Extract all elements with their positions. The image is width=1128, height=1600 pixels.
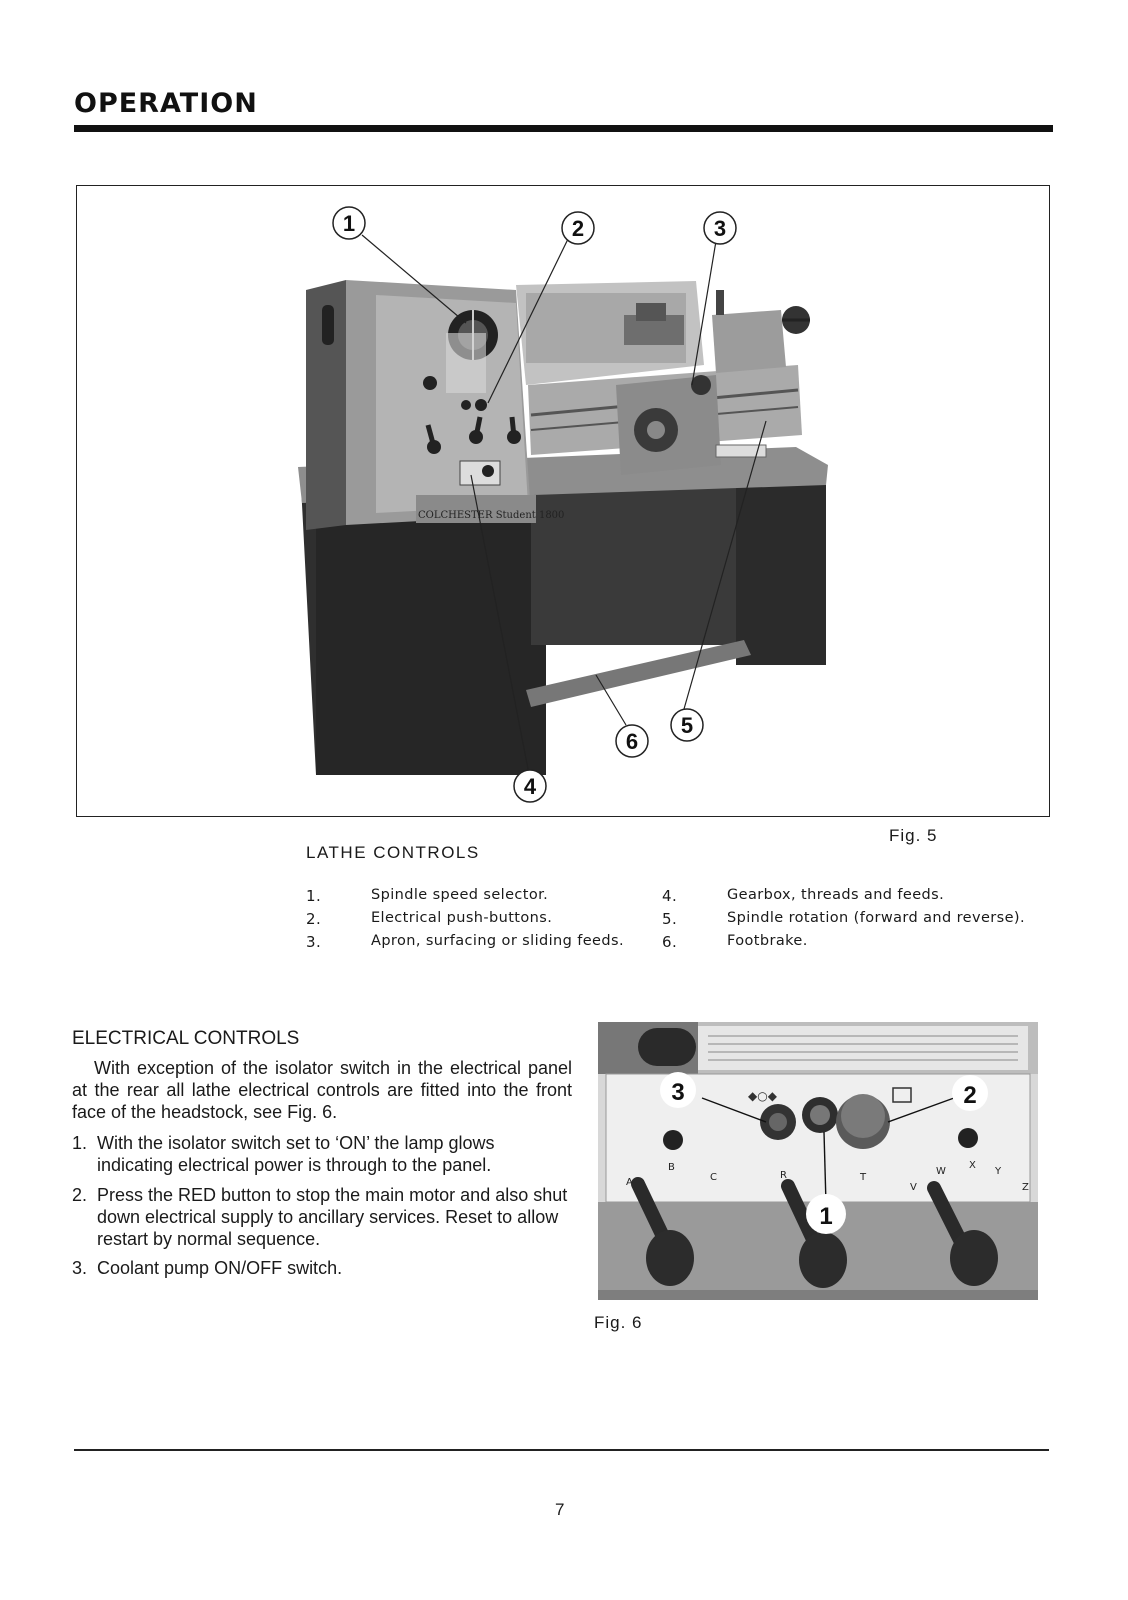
lathe-headstock [306, 280, 536, 530]
lathe-item-6-text: Footbrake. [727, 933, 808, 949]
isolator-lamp [802, 1097, 838, 1133]
fig5-callout-4 [514, 770, 546, 802]
fig5-callout-1 [333, 207, 365, 239]
lathe-item-5-number: 5. [662, 910, 678, 928]
fig6-callout-2-text: 2 [963, 1082, 977, 1109]
electrical-item-1-number: 1. [72, 1133, 88, 1153]
electrical-item-2-text: Press the RED button to stop the main motor and also shut down electrical supply to ancillary services. Reset to allow restart by normal sequence. [97, 1185, 568, 1249]
electrical-item-3-text: Coolant pump ON/OFF switch. [97, 1258, 343, 1278]
footer-rule [74, 1449, 1049, 1451]
lathe-item-2-text: Electrical push-buttons. [371, 910, 553, 926]
panel-letter-x: X [969, 1160, 976, 1171]
fig5-callout-5-text: 5 [680, 713, 694, 738]
fig5-callout-2-text: 2 [571, 216, 585, 241]
panel-letter-y: Y [995, 1166, 1002, 1177]
panel-letter-t: T [860, 1172, 867, 1183]
fig5-callout-3-text: 3 [713, 216, 727, 241]
fig5-callout-6 [616, 725, 648, 757]
fig6-callout-1-text: 1 [819, 1203, 833, 1230]
electrical-item-1 [72, 1132, 572, 1176]
fig6-callout-2 [952, 1075, 988, 1111]
fig5-callout-2 [562, 212, 594, 244]
electrical-item-3 [72, 1257, 572, 1279]
fig5-lathe-illustration [76, 185, 1050, 817]
panel-letter-w: W [936, 1166, 946, 1177]
fig6-caption: Fig. 6 [594, 1313, 643, 1332]
fig5-callout-4-text: 4 [523, 774, 537, 799]
svg-text:◆○◆: ◆○◆ [748, 1089, 777, 1103]
fig6-callout-3-text: 3 [671, 1079, 685, 1106]
page-heading: OPERATION [74, 88, 258, 119]
panel-letter-b: B [668, 1162, 675, 1173]
panel-letter-z: Z [1022, 1182, 1029, 1193]
electrical-item-2 [72, 1184, 572, 1250]
tailstock [712, 290, 810, 373]
panel-letter-c: C [710, 1172, 717, 1183]
lathe-item-4-text: Gearbox, threads and feeds. [727, 887, 945, 903]
fig5-callout-1-text: 1 [342, 211, 356, 236]
fig6-callout-1 [806, 1194, 846, 1234]
fig5-callout-6-text: 6 [625, 729, 639, 754]
lathe-item-1-number: 1. [306, 887, 322, 905]
lathe-item-3-text: Apron, surfacing or sliding feeds. [371, 933, 624, 949]
carriage-apron [616, 303, 721, 475]
electrical-item-2-number: 2. [72, 1185, 88, 1205]
lathe-item-4-number: 4. [662, 887, 678, 905]
panel-letter-a: A [626, 1177, 633, 1188]
panel-letter-r: R [780, 1170, 787, 1181]
fig5-callout-5 [671, 709, 703, 741]
lathe-item-5-text: Spindle rotation (forward and reverse). [727, 910, 1025, 926]
fig5-callout-3 [704, 212, 736, 244]
fig5-nameplate: COLCHESTER Student 1800 [418, 510, 565, 521]
page-number: 7 [555, 1500, 565, 1519]
lathe-item-6-number: 6. [662, 933, 678, 951]
panel-letter-v: V [910, 1182, 917, 1193]
lathe-controls-heading: LATHE CONTROLS [306, 843, 480, 862]
fig5-caption: Fig. 5 [889, 826, 938, 845]
electrical-controls-intro: With exception of the isolator switch in the electrical panel at the rear all lathe electrical controls are fitted into the front face of the headstock, see Fig. 6. [72, 1058, 572, 1122]
fig6-control-panel-photo [598, 1022, 1038, 1300]
lathe-item-1-text: Spindle speed selector. [371, 887, 549, 903]
electrical-controls-heading: ELECTRICAL CONTROLS [72, 1028, 300, 1049]
header-rule [74, 125, 1053, 132]
electrical-item-3-number: 3. [72, 1258, 88, 1278]
lathe-item-3-number: 3. [306, 933, 322, 951]
footbrake-bar [526, 640, 751, 707]
electrical-item-1-text: With the isolator switch set to ‘ON’ the lamp glows indicating electrical power is through to the panel. [97, 1133, 495, 1175]
fig6-callout-3 [660, 1072, 696, 1108]
lathe-item-2-number: 2. [306, 910, 322, 928]
